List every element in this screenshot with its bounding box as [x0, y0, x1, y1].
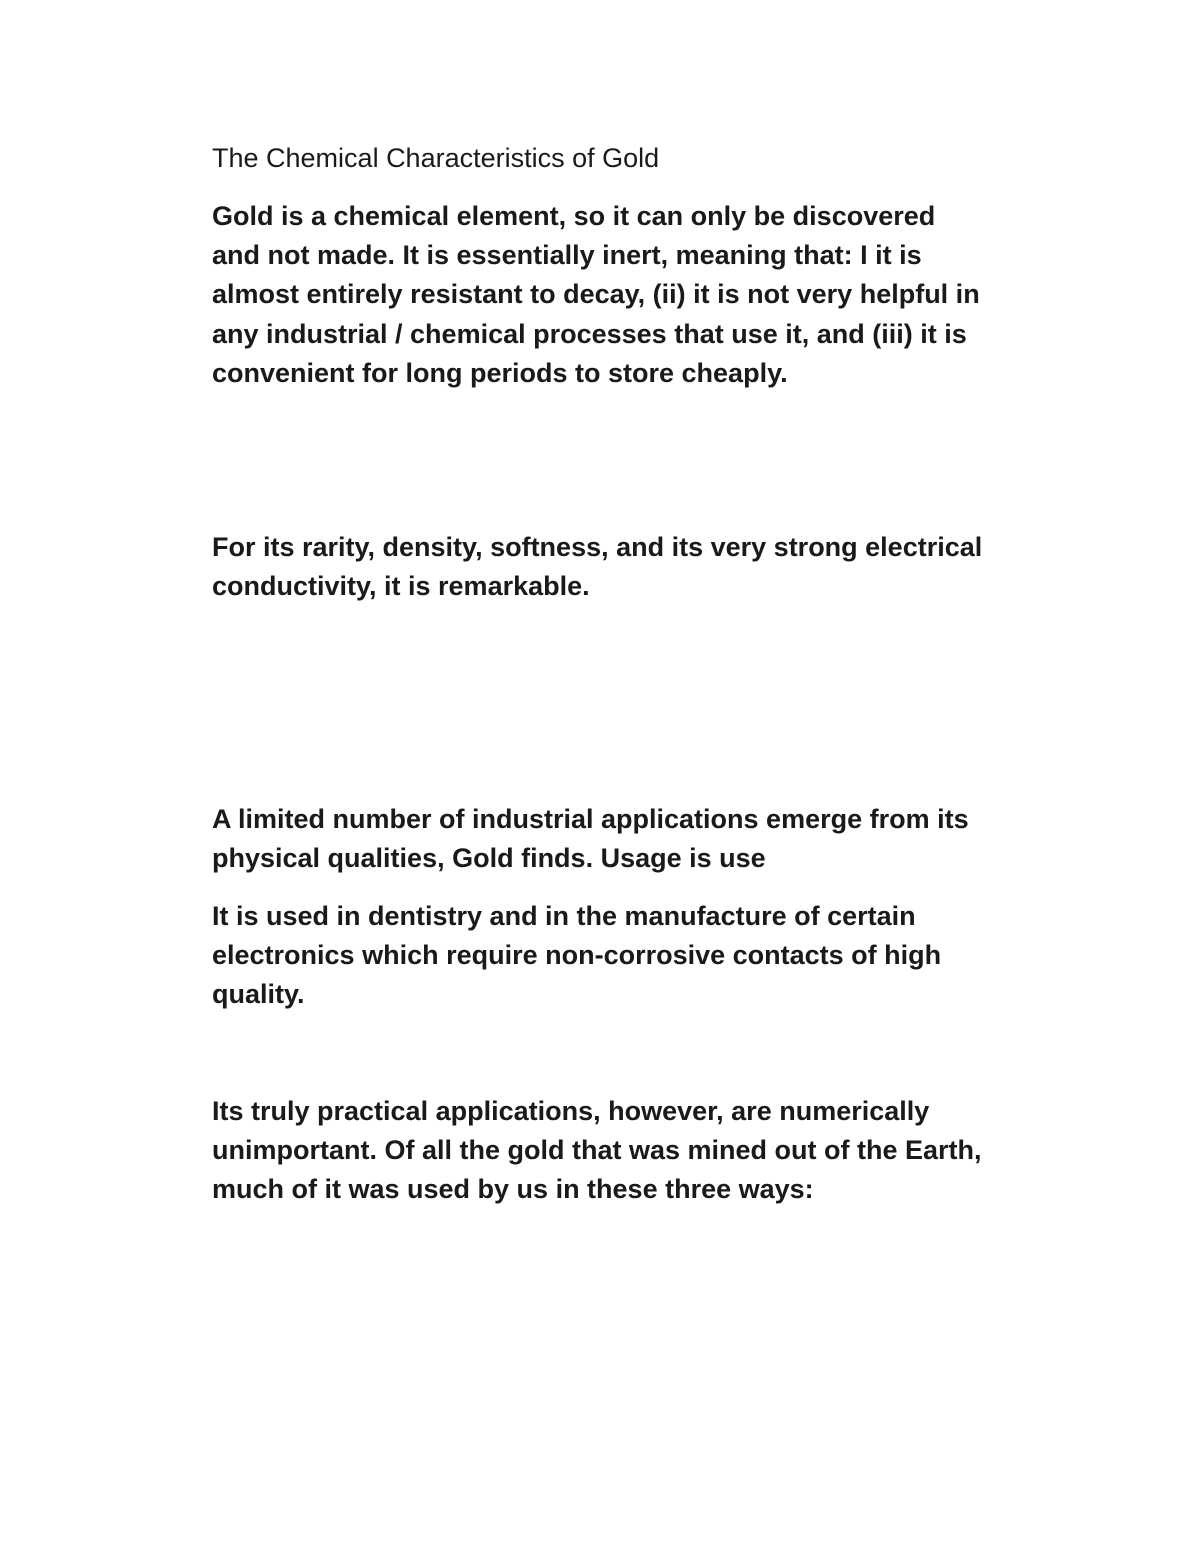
- paragraph-practical-applications: Its truly practical applications, however, are numerically unimportant. Of all the gold that was mined out of the Earth, much of it was used by us in these three ways:: [212, 1096, 982, 1205]
- document-title: The Chemical Characteristics of Gold: [212, 143, 660, 173]
- paragraph-dentistry: It is used in dentistry and in the manufacture of certain electronics which require non-corrosive contacts of high quality.: [212, 901, 942, 1010]
- paragraph-gold-element: Gold is a chemical element, so it can only be discovered and not made. It is essentially inert, meaning that: I it is almost entirely resistant to decay, (ii) it is not very helpful in any industrial / chemical processes that use it, and (iii) it is convenient for long periods to store cheaply.: [212, 201, 980, 388]
- paragraph-industrial-applications: A limited number of industrial applications emerge from its physical qualities, Gold finds. Usage is use: [212, 804, 969, 874]
- paragraph-rarity: For its rarity, density, softness, and its very strong electrical conductivity, it is remarkable.: [212, 532, 983, 602]
